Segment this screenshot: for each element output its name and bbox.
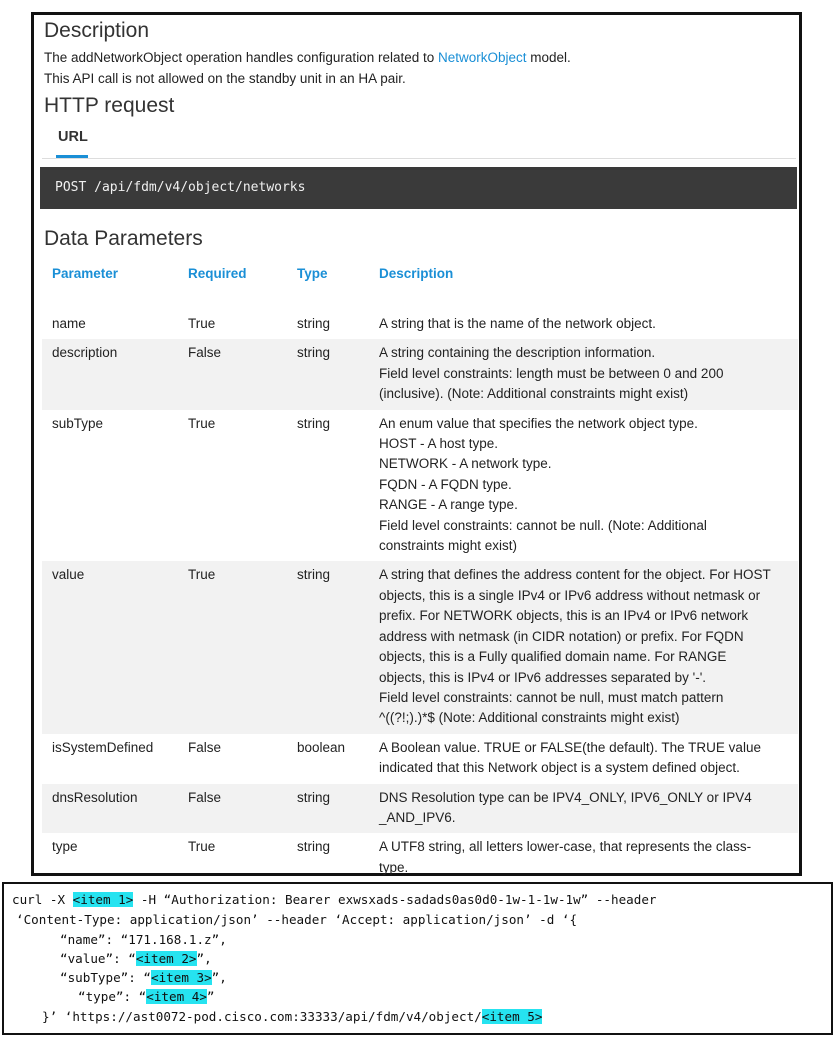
param-required-cell: True: [188, 316, 216, 331]
param-description-cell: [369, 339, 798, 409]
data-parameters-heading: Data Parameters: [44, 227, 203, 250]
param-type-cell: string: [297, 415, 331, 431]
curl-line-6: [78, 989, 215, 1004]
param-description-line: Field level constraints: cannot be null. (Note: Additional: [379, 517, 707, 533]
code-text: “value”: “: [60, 951, 136, 966]
param-description-line: indicated that this Network object is a system defined object.: [379, 760, 740, 776]
curl-line-1: [12, 892, 657, 907]
code-text: ”,: [196, 951, 212, 966]
param-description-line: constraints might exist): [379, 538, 518, 554]
description-heading: Description: [44, 19, 150, 42]
code-text: “subType”: “: [60, 970, 151, 985]
column-header: Parameter: [52, 266, 119, 281]
param-description-line: NETWORK - A network type.: [379, 456, 552, 472]
param-description-line: Field level constraints: length must be between 0 and 200: [379, 365, 724, 381]
param-required-cell: False: [178, 339, 287, 409]
param-name-cell: description: [42, 339, 178, 409]
param-description-line: A string that defines the address content for the object. For HOST: [379, 567, 771, 583]
table-row: [42, 561, 798, 733]
curl-line-3: “name”: “171.168.1.z”,: [60, 932, 227, 947]
param-description-line: prefix. For NETWORK objects, this is an IPv4 or IPv6 network: [379, 608, 749, 624]
param-required-cell: False: [178, 784, 287, 834]
code-text: ”,: [211, 970, 227, 985]
table-row: [42, 310, 798, 339]
table-header-row: [42, 262, 798, 310]
code-text: curl -X: [12, 892, 73, 907]
param-description-line: HOST - A host type.: [379, 436, 499, 452]
param-type-cell: boolean: [297, 739, 346, 755]
param-type-cell: string: [287, 784, 369, 834]
item-5-placeholder[interactable]: <item 5>: [481, 1009, 543, 1024]
curl-line-2: ‘Content-Type: application/json’ --header ‘Accept: application/json’ -d ‘{: [16, 912, 578, 927]
curl-line-7: [42, 1009, 542, 1024]
param-required-cell: True: [188, 415, 216, 431]
curl-line-5: [60, 970, 227, 985]
parameters-table: [42, 262, 798, 904]
param-name-cell: dnsResolution: [42, 784, 178, 834]
tab-divider: [42, 158, 796, 159]
param-description-line: A string that is the name of the network object.: [379, 316, 656, 331]
url-endpoint: POST /api/fdm/v4/object/networks: [40, 167, 797, 209]
param-required-cell: True: [178, 561, 287, 733]
param-name-cell: name: [52, 316, 86, 331]
param-description-line: objects, this is a Fully qualified domain name. For RANGE: [379, 649, 727, 665]
param-description-line: A string containing the description information.: [379, 345, 656, 361]
param-name-cell: type: [52, 839, 78, 855]
param-description-line: objects, this is IPv4 or IPv6 addresses separated by '-'.: [379, 669, 707, 685]
code-text: -H “Authorization: Bearer exwsxads-sadads0as0d0-1w-1-1w-1w” --header: [133, 892, 657, 907]
item-3-placeholder[interactable]: <item 3>: [151, 970, 212, 985]
description-line-1: [44, 50, 571, 65]
networkobject-link[interactable]: NetworkObject: [438, 50, 527, 65]
param-description-line: type.: [379, 859, 409, 875]
code-text: ”: [206, 989, 215, 1004]
column-header: Required: [188, 266, 247, 281]
table-row: [42, 784, 798, 834]
param-description-line: A Boolean value. TRUE or FALSE(the default). The TRUE value: [379, 739, 761, 755]
curl-line-4: [60, 951, 212, 966]
param-description-line: address with netmask (in CIDR notation) or prefix. For FQDN: [379, 628, 744, 644]
param-required-cell: False: [188, 739, 222, 755]
param-type-cell: string: [297, 839, 331, 855]
param-description-cell: [369, 734, 798, 784]
param-description-line: A UTF8 string, all letters lower-case, that represents the class-: [379, 839, 752, 855]
param-name-cell: isSystemDefined: [52, 739, 154, 755]
description-line-2: This API call is not allowed on the standby unit in an HA pair.: [44, 71, 406, 86]
tab-url[interactable]: URL: [58, 129, 88, 145]
param-required-cell: True: [188, 839, 216, 855]
param-description-line: FQDN - A FQDN type.: [379, 476, 512, 492]
http-request-heading: HTTP request: [44, 94, 175, 117]
table-row: [42, 410, 798, 562]
api-documentation-panel: [31, 12, 802, 876]
param-type-cell: string: [297, 316, 331, 331]
param-description-cell: [369, 784, 798, 834]
param-description-line: (inclusive). (Note: Additional constraints might exist): [379, 386, 689, 402]
param-type-cell: string: [287, 561, 369, 733]
description-text: The addNetworkObject operation handles configuration related to: [44, 50, 438, 65]
param-description-line: ^((?!;).)*$ (Note: Additional constraints might exist): [379, 710, 680, 726]
param-description-line: DNS Resolution type can be IPV4_ONLY, IPV6_ONLY or IPV4: [379, 789, 752, 805]
param-description-cell: [369, 310, 798, 339]
table-row: [42, 734, 798, 784]
param-type-cell: string: [287, 339, 369, 409]
param-description-line: _AND_IPV6.: [379, 809, 456, 825]
param-description-line: RANGE - A range type.: [379, 497, 518, 513]
code-text: “type”: “: [78, 989, 147, 1004]
param-description-cell: [369, 410, 798, 562]
param-description-cell: [369, 561, 798, 733]
description-text-end: model.: [526, 50, 571, 65]
column-header: Description: [379, 266, 454, 281]
item-4-placeholder[interactable]: <item 4>: [146, 989, 207, 1004]
column-header: Type: [297, 266, 328, 281]
curl-command-box: [2, 882, 833, 1035]
param-name-cell: subType: [52, 415, 104, 431]
item-2-placeholder[interactable]: <item 2>: [135, 951, 197, 966]
table-row: [42, 339, 798, 409]
param-description-line: Field level constraints: cannot be null, must match pattern: [379, 689, 724, 705]
param-description-line: An enum value that specifies the network object type.: [379, 415, 698, 431]
param-description-line: objects, this is a single IPv4 or IPv6 address without netmask or: [379, 587, 761, 603]
item-1-placeholder[interactable]: <item 1>: [72, 892, 134, 907]
param-name-cell: value: [42, 561, 178, 733]
code-text: }’ ‘https://ast0072-pod.cisco.com:33333/api/fdm/v4/object/: [42, 1009, 482, 1024]
